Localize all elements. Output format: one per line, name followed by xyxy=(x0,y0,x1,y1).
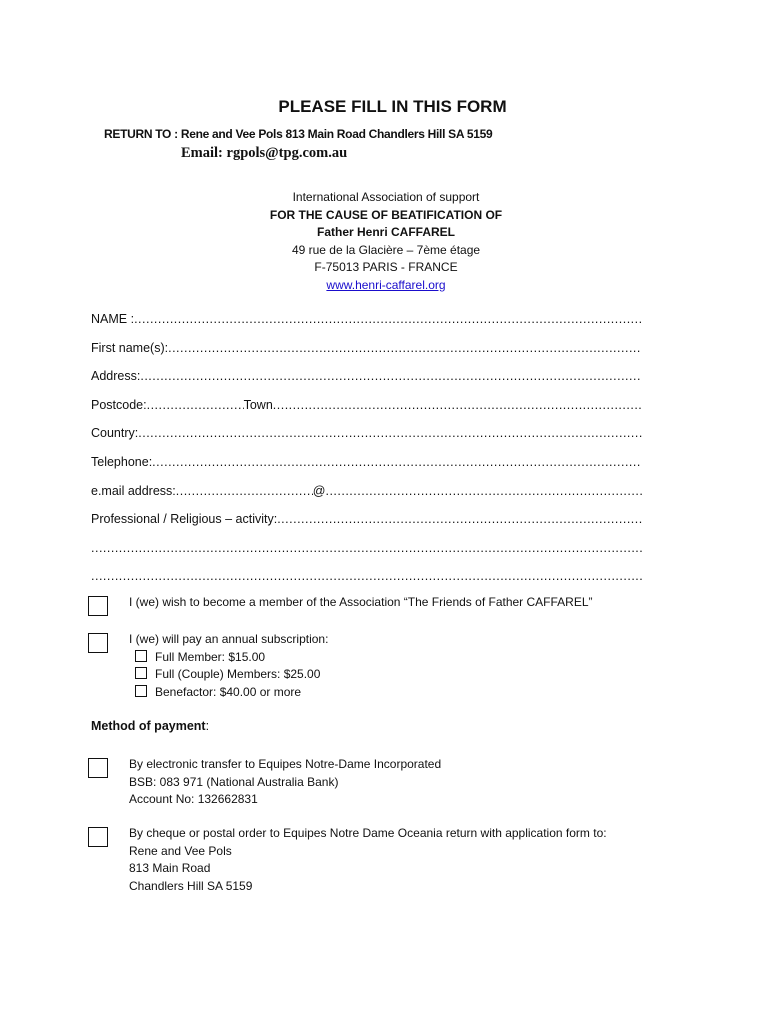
country-fill-line[interactable] xyxy=(138,426,642,440)
town-fill-line[interactable] xyxy=(273,398,642,412)
country-field[interactable] xyxy=(91,426,642,455)
method-heading-text: Method of payment xyxy=(91,719,206,733)
cheque-checkbox[interactable] xyxy=(88,827,108,847)
activity-field[interactable] xyxy=(91,512,642,541)
method-of-payment-heading xyxy=(91,719,209,733)
association-address-block xyxy=(0,189,770,294)
subscription-text: I (we) will pay an annual subscription: xyxy=(129,632,329,646)
form-title: PLEASE FILL IN THIS FORM xyxy=(278,97,507,116)
telephone-fill-line[interactable] xyxy=(152,455,642,469)
email-user-fill-line[interactable] xyxy=(176,484,313,498)
town-label: Town xyxy=(243,397,273,412)
cheque-line-4: Chandlers Hill SA 5159 xyxy=(129,878,253,893)
transfer-checkbox[interactable] xyxy=(88,758,108,778)
transfer-block xyxy=(129,756,441,809)
option-couple-members[interactable] xyxy=(135,666,328,684)
telephone-field[interactable] xyxy=(91,455,642,484)
membership-checkbox[interactable] xyxy=(88,596,108,616)
personal-details-fields xyxy=(91,312,642,598)
cheque-line-2: Rene and Vee Pols xyxy=(129,843,232,858)
return-address: RETURN TO : Rene and Vee Pols 813 Main Road Chandlers Hill SA 5159 xyxy=(104,127,493,141)
full-member-label: Full Member: $15.00 xyxy=(155,649,266,664)
activity-fill-line-2[interactable] xyxy=(91,541,642,555)
first-names-field[interactable] xyxy=(91,341,642,370)
couple-members-label: Full (Couple) Members: $25.00 xyxy=(155,667,321,681)
subscription-checkbox[interactable] xyxy=(88,633,108,653)
email-address-field[interactable] xyxy=(91,484,642,513)
cheque-line-3: 813 Main Road xyxy=(129,861,211,875)
association-line-1: International Association of support xyxy=(292,190,480,204)
contact-email: Email: rgpols@tpg.com.au xyxy=(181,145,348,161)
association-line-4: 49 rue de la Glacière – 7ème étage xyxy=(291,242,481,257)
name-fill-line[interactable] xyxy=(134,312,642,326)
first-names-fill-line[interactable] xyxy=(168,341,642,355)
activity-label: Professional / Religious – activity: xyxy=(91,512,278,527)
email-address-label: e.mail address: xyxy=(91,483,176,498)
country-label: Country: xyxy=(91,426,139,441)
option-full-member[interactable] xyxy=(135,649,328,667)
postcode-fill-line[interactable] xyxy=(147,398,244,412)
email-domain-fill-line[interactable] xyxy=(325,484,642,498)
activity-extra-line-1[interactable] xyxy=(91,541,642,570)
transfer-line-1: By electronic transfer to Equipes Notre-Dame Incorporated xyxy=(129,757,442,771)
name-field[interactable] xyxy=(91,312,642,341)
subscription-block xyxy=(129,631,328,701)
association-line-3: Father Henri CAFFAREL xyxy=(316,225,455,239)
membership-wish-text: I (we) wish to become a member of the Association “The Friends of Father CAFFAREL” xyxy=(129,595,593,609)
activity-fill-line[interactable] xyxy=(277,512,642,526)
cheque-block xyxy=(129,825,607,895)
association-line-2: FOR THE CAUSE OF BEATIFICATION OF xyxy=(269,207,503,222)
full-member-checkbox[interactable] xyxy=(135,650,147,662)
activity-fill-line-3[interactable] xyxy=(91,569,642,583)
benefactor-checkbox[interactable] xyxy=(135,685,147,697)
benefactor-label: Benefactor: $40.00 or more xyxy=(155,684,302,699)
option-benefactor[interactable] xyxy=(135,684,328,702)
telephone-label: Telephone: xyxy=(91,454,153,469)
website-link[interactable]: www.henri-caffarel.org xyxy=(326,277,446,292)
method-heading-colon: : xyxy=(205,719,210,733)
couple-members-checkbox[interactable] xyxy=(135,667,147,679)
at-sign: @ xyxy=(312,483,326,498)
first-names-label: First name(s): xyxy=(91,340,169,355)
transfer-line-3: Account No: 132662831 xyxy=(129,792,258,806)
association-line-5: F-75013 PARIS - FRANCE xyxy=(314,260,458,274)
name-label: NAME : xyxy=(91,312,135,326)
address-field[interactable] xyxy=(91,369,642,398)
postcode-label: Postcode: xyxy=(91,397,147,412)
cheque-line-1: By cheque or postal order to Equipes Notre Dame Oceania return with application form to: xyxy=(129,826,607,840)
address-fill-line[interactable] xyxy=(140,369,642,383)
transfer-line-2: BSB: 083 971 (National Australia Bank) xyxy=(129,774,339,789)
address-label: Address: xyxy=(91,369,141,384)
postcode-town-field[interactable] xyxy=(91,398,642,427)
